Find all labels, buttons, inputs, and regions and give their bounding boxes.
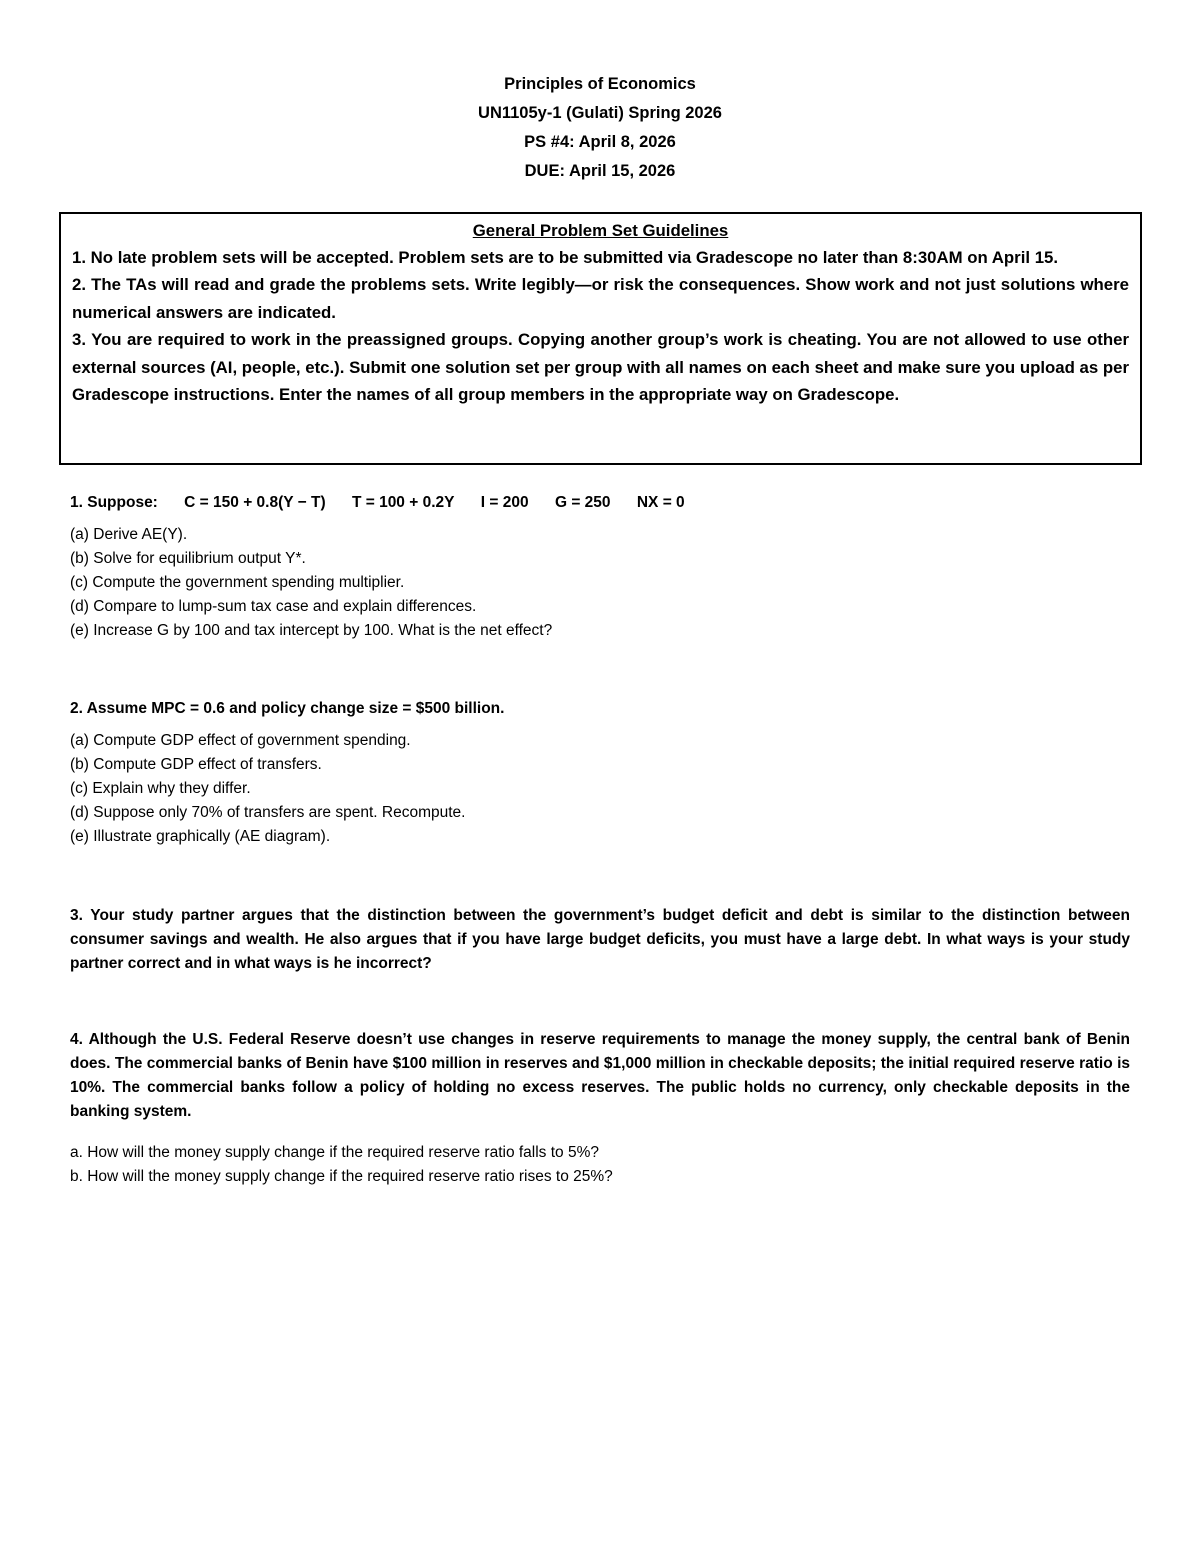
question-2-part-b: (b) Compute GDP effect of transfers. bbox=[70, 756, 322, 773]
guideline-rule-2: 2. The TAs will read and grade the problems sets. Write legibly—or risk the consequences. Show work and not just solutions where numerical answers are indicated. bbox=[72, 275, 1129, 322]
problem-set-date: PS #4: April 8, 2026 bbox=[524, 133, 676, 151]
question-1 bbox=[70, 491, 1130, 643]
question-1-part-a: (a) Derive AE(Y). bbox=[70, 526, 188, 543]
question-2-part-e: (e) Illustrate graphically (AE diagram). bbox=[70, 828, 331, 845]
question-1-equations bbox=[70, 491, 1130, 515]
question-4 bbox=[70, 1028, 1130, 1189]
question-3 bbox=[70, 904, 1130, 976]
equation-consumption: C = 150 + 0.8(Y − T) bbox=[184, 494, 326, 511]
question-2-part-a: (a) Compute GDP effect of government spending. bbox=[70, 732, 411, 749]
question-4-part-b: b. How will the money supply change if the required reserve ratio rises to 25%? bbox=[70, 1168, 613, 1185]
question-3-text: 3. Your study partner argues that the distinction between the government’s budget deficit and debt is similar to the distinction between consumer savings and wealth. He also argues that if you have large budget deficits, you must have a large debt. In what ways is your study partner correct and in what ways is he incorrect? bbox=[70, 907, 1130, 972]
question-1-part-e: (e) Increase G by 100 and tax intercept by 100. What is the net effect? bbox=[70, 622, 553, 639]
question-1-part-d: (d) Compare to lump-sum tax case and explain differences. bbox=[70, 598, 477, 615]
question-1-parts bbox=[70, 523, 1130, 643]
document-header bbox=[0, 70, 1200, 186]
question-2-part-c: (c) Explain why they differ. bbox=[70, 780, 251, 797]
question-1-part-c: (c) Compute the government spending multiplier. bbox=[70, 574, 405, 591]
course-section: UN1105y-1 (Gulati) Spring 2026 bbox=[478, 104, 722, 122]
equation-taxes: T = 100 + 0.2Y bbox=[351, 494, 455, 511]
guidelines-title: General Problem Set Guidelines bbox=[472, 221, 729, 240]
course-title: Principles of Economics bbox=[504, 75, 696, 93]
guideline-rule-3: 3. You are required to work in the preassigned groups. Copying another group’s work is cheating. You are not allowed to use other external sources (AI, people, etc.). Submit one solution set per group with all names on each sheet and make sure you upload as per Gradescope instructions. Enter the names of all group members in the appropriate way on Gradescope. bbox=[72, 330, 1129, 405]
equation-investment: I = 200 bbox=[480, 494, 529, 511]
question-1-lead: 1. Suppose: bbox=[70, 494, 158, 511]
question-2-parts bbox=[70, 729, 1130, 849]
question-4-part-a: a. How will the money supply change if the required reserve ratio falls to 5%? bbox=[70, 1144, 599, 1161]
equation-net-exports: NX = 0 bbox=[636, 494, 685, 511]
question-4-text: 4. Although the U.S. Federal Reserve doesn’t use changes in reserve requirements to manage the money supply, the central bank of Benin does. The commercial banks of Benin have $100 million in reserves and $1,000 million in checkable deposits; the initial required reserve ratio is 10%. The commercial banks follow a policy of holding no excess reserves. The public holds no currency, only checkable deposits in the banking system. bbox=[70, 1031, 1130, 1120]
question-2-part-d: (d) Suppose only 70% of transfers are spent. Recompute. bbox=[70, 804, 466, 821]
question-4-parts bbox=[70, 1141, 1130, 1189]
question-2-text: 2. Assume MPC = 0.6 and policy change size = $500 billion. bbox=[70, 700, 505, 717]
question-1-part-b: (b) Solve for equilibrium output Y*. bbox=[70, 550, 306, 567]
guidelines-box bbox=[59, 212, 1142, 465]
equation-government: G = 250 bbox=[554, 494, 611, 511]
due-date: DUE: April 15, 2026 bbox=[524, 162, 676, 180]
guideline-rule-1: 1. No late problem sets will be accepted. Problem sets are to be submitted via Gradescope no later than 8:30AM on April 15. bbox=[72, 248, 1059, 267]
question-2 bbox=[70, 697, 1130, 849]
